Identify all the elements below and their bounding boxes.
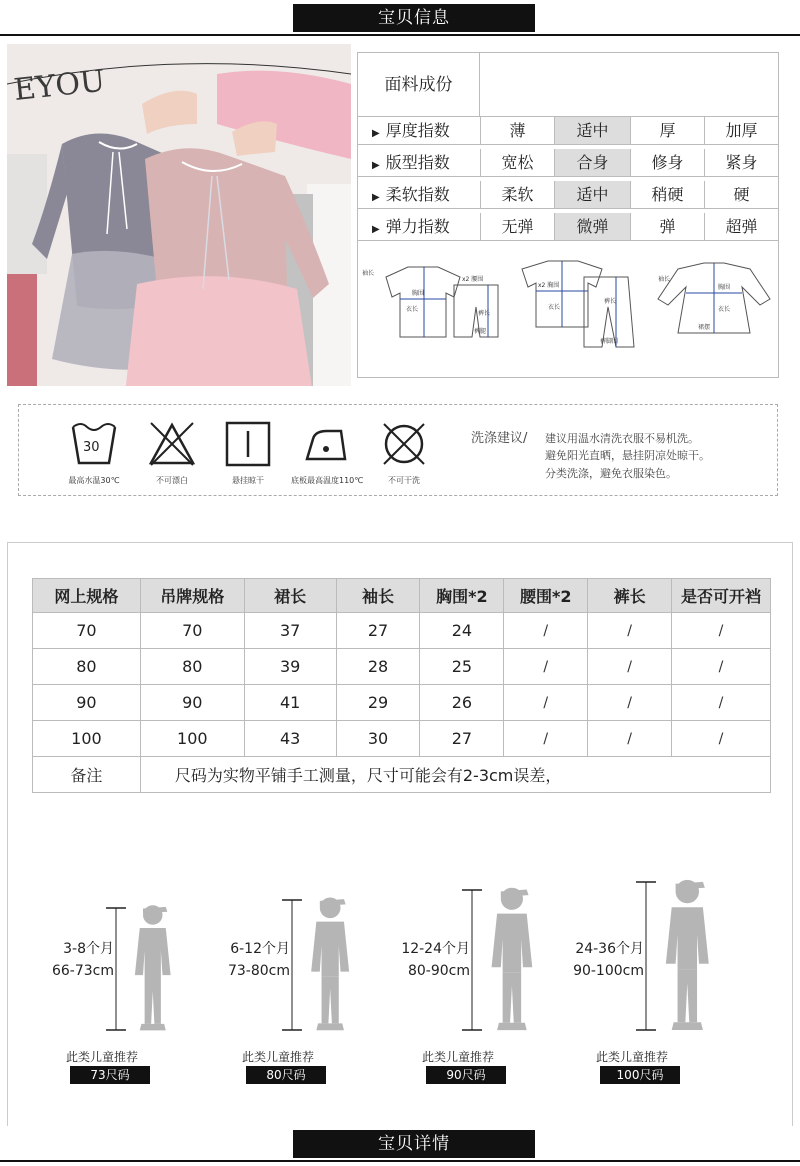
triangle-bullet-icon: ▶ [372,128,380,139]
diagram-label: 裤长 [478,310,491,317]
column-header: 网上规格 [33,579,141,613]
table-cell: / [588,721,672,757]
section-title: 宝贝信息 [293,4,535,32]
fabric-index-label [358,117,480,145]
note-label: 备注 [33,757,141,793]
table-cell: / [504,649,588,685]
fabric-index-row [358,213,778,243]
triangle-bullet-icon: ▶ [372,192,380,203]
table-cell: 27 [420,721,504,757]
fabric-option: 修身 [630,149,704,177]
composition-label: 面料成份 [358,53,480,117]
child-size-recommendation [566,872,756,1088]
table-cell: 90 [33,685,141,721]
table-cell: / [672,685,771,721]
diagram-label: 衣长 [548,304,561,311]
fabric-index-label [358,149,480,177]
care-line: 避免阳光直晒，悬挂阴凉处晾干。 [545,449,710,462]
table-cell: / [588,649,672,685]
table-cell: 25 [420,649,504,685]
table-cell: 29 [336,685,420,721]
fabric-option: 硬 [704,181,778,209]
table-cell: / [504,721,588,757]
age-range-label: 6-12个月 73-80cm [227,941,290,979]
table-cell: / [672,721,771,757]
fabric-option-selected: 合身 [554,149,630,177]
fabric-option-selected: 适中 [554,181,630,209]
column-header: 袖长 [336,579,420,613]
table-cell: 41 [244,685,336,721]
care-title: 洗涤建议/ [471,431,528,446]
table-cell: / [588,613,672,649]
diagram-label: 衣长 [718,306,731,313]
column-header: 胸围*2 [420,579,504,613]
svg-text:30: 30 [83,440,100,455]
age-range-label: 24-36个月 90-100cm [573,941,644,979]
table-cell: 80 [140,649,244,685]
hang-dry-icon: 悬挂晾干 [213,419,283,486]
fabric-option-selected: 微弹 [554,213,630,241]
fabric-index-label [358,213,480,241]
table-row [33,649,771,685]
composition-row [358,53,778,117]
fabric-index-label [358,181,480,209]
fabric-index-label-text: 弹力指数 [385,217,450,236]
size-tag: 100尺码 [600,1066,680,1084]
fabric-index-table [357,52,779,378]
table-cell: / [504,685,588,721]
fabric-option: 超弹 [704,213,778,241]
diagram-label: 胸围 [718,284,731,291]
divider [0,1160,800,1162]
table-cell: 80 [33,649,141,685]
fabric-option: 厚 [630,117,704,145]
wash-30-icon: 30 最高水温30℃ [59,419,129,486]
fabric-option: 无弹 [480,213,554,241]
no-bleach-icon: 不可漂白 [137,419,207,486]
fabric-option: 柔软 [480,181,554,209]
table-header-row [33,579,771,613]
fabric-index-label-text: 厚度指数 [385,121,450,140]
table-row [33,685,771,721]
column-header: 裤长 [588,579,672,613]
section-header [0,0,800,38]
product-photo-illustration [7,44,351,386]
column-header: 腰围*2 [504,579,588,613]
table-cell: / [672,649,771,685]
recommend-label: 此类儿童推荐 [422,1050,495,1064]
size-table [32,578,771,793]
care-line: 分类洗涤，避免衣服染色。 [545,467,677,480]
table-cell: 70 [33,613,141,649]
fabric-option: 薄 [480,117,554,145]
column-header: 是否可开裆 [672,579,771,613]
fabric-index-row [358,117,778,147]
triangle-bullet-icon: ▶ [372,224,380,235]
table-cell: 30 [336,721,420,757]
product-photo [7,44,351,386]
diagram-label: 裙摆 [698,324,711,331]
recommend-label: 此类儿童推荐 [242,1050,315,1064]
child-size-recommendation [36,872,226,1088]
fabric-option: 稍硬 [630,181,704,209]
care-instructions [18,404,778,496]
table-cell: 100 [33,721,141,757]
diagram-label: 裤腿 [474,328,487,335]
fabric-option: 弹 [630,213,704,241]
care-line: 建议用温水清洗衣服不易机洗。 [545,432,699,445]
table-cell: 100 [140,721,244,757]
table-cell: 37 [244,613,336,649]
fabric-index-label-text: 版型指数 [385,153,450,172]
note-row [33,757,771,793]
column-header: 裙长 [244,579,336,613]
table-cell: 39 [244,649,336,685]
size-tag: 73尺码 [70,1066,150,1084]
wall-letters: EYOU [12,63,107,108]
measurement-diagrams [358,247,778,377]
no-dry-clean-icon: 不可干洗 [369,419,439,486]
recommend-label: 此类儿童推荐 [66,1050,139,1064]
fabric-option: 加厚 [704,117,778,145]
table-cell: 70 [140,613,244,649]
table-row [33,613,771,649]
table-cell: 26 [420,685,504,721]
size-tag: 90尺码 [426,1066,506,1084]
fabric-option: 宽松 [480,149,554,177]
table-cell: 27 [336,613,420,649]
child-size-recommendation [212,872,402,1088]
table-cell: / [672,613,771,649]
table-cell: 90 [140,685,244,721]
iron-110-icon: 底板最高温度110℃ [291,419,361,486]
column-header: 吊牌规格 [140,579,244,613]
table-cell: 43 [244,721,336,757]
fabric-option-selected: 适中 [554,117,630,145]
table-cell: 24 [420,613,504,649]
diagram-label: 袖长 [658,276,671,283]
diagram-label: x2 腰围 [462,276,484,283]
size-tag: 80尺码 [246,1066,326,1084]
table-cell: / [504,613,588,649]
diagram-label: 衣长 [406,306,419,313]
divider [0,34,800,36]
age-range-label: 12-24个月 80-90cm [401,941,470,979]
child-size-recommendation [392,872,582,1088]
fabric-option: 紧身 [704,149,778,177]
diagram-label: 裤脚围 [600,338,619,345]
diagram-label: 裤长 [604,298,617,305]
fabric-index-row [358,181,778,211]
age-range-label: 3-8个月 66-73cm [51,941,114,979]
section-title: 宝贝详情 [293,1130,535,1158]
triangle-bullet-icon: ▶ [372,160,380,171]
fabric-index-label-text: 柔软指数 [385,185,450,204]
measurement-diagram-svg [358,247,778,377]
diagram-label: x2 胸围 [538,282,560,289]
diagram-label: 胸围 [412,290,425,297]
table-row [33,721,771,757]
note-text: 尺码为实物平铺手工测量，尺寸可能会有2-3cm误差， [140,757,770,793]
recommend-label: 此类儿童推荐 [596,1050,669,1064]
diagram-label: 袖长 [362,270,375,277]
table-cell: 28 [336,649,420,685]
section-header [0,1126,800,1164]
fabric-index-row [358,149,778,179]
table-cell: / [588,685,672,721]
